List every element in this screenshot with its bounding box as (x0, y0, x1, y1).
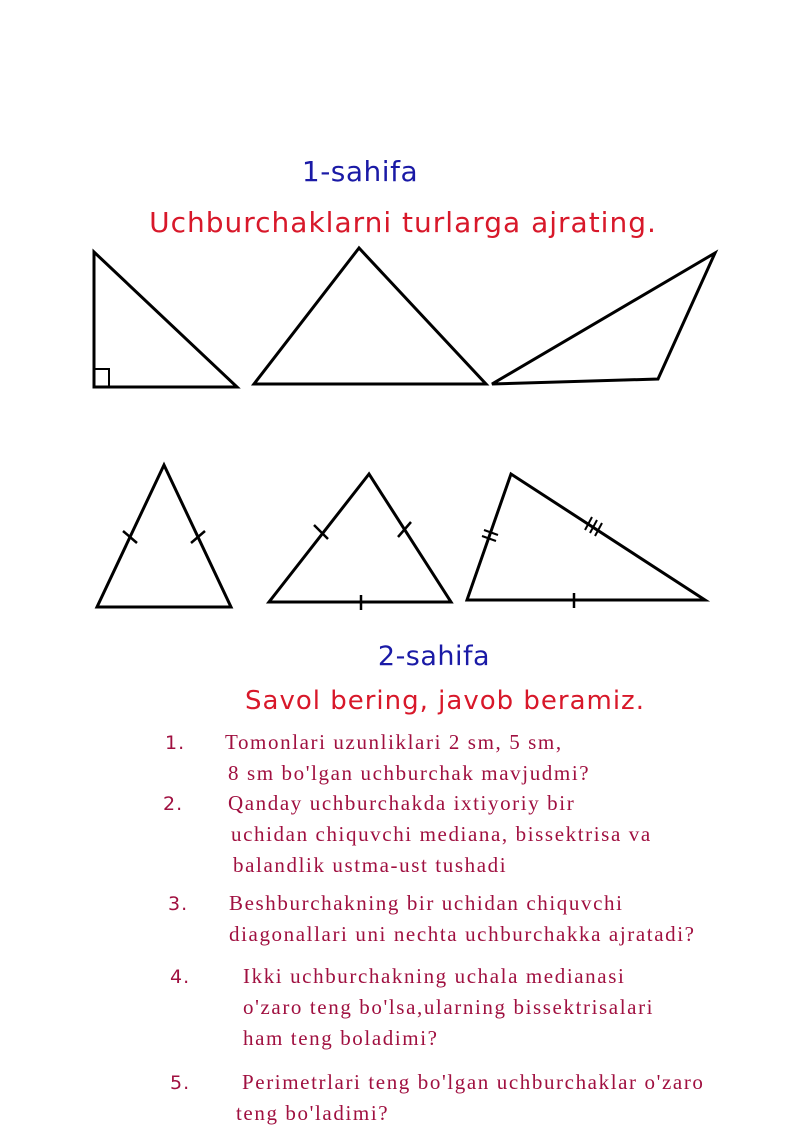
question-1-line-1: Tomonlari uzunliklari 2 sm, 5 sm, (225, 730, 563, 754)
tick-mark (123, 531, 137, 543)
page-1-title: 1-sahifa (301, 155, 419, 188)
page-2-heading: Savol bering, javob beramiz. (245, 686, 645, 716)
acute-triangle (254, 248, 486, 384)
question-3-line-1: Beshburchakning bir uchidan chiquvchi (229, 891, 624, 915)
right-angle-marker (94, 369, 109, 387)
question-3-line-2: diagonallari uni nechta uchburchakka ajratadi? (229, 922, 696, 946)
equilateral-triangle (269, 474, 451, 610)
question-2-line-2: uchidan chiquvchi mediana, bissektrisa va (231, 822, 652, 846)
question-5-number: 5. (170, 1072, 191, 1094)
question-1-line-2: 8 sm bo'lgan uchburchak mavjudmi? (228, 761, 591, 785)
right-triangle (94, 252, 237, 387)
question-5-line-1: Perimetrlari teng bo'lgan uchburchaklar o'zaro (242, 1070, 705, 1094)
tick-mark (191, 531, 205, 543)
page-2-title: 2-sahifa (377, 641, 491, 672)
question-2-line-3: balandlik ustma-ust tushadi (233, 853, 508, 877)
page-1-heading: Uchburchaklarni turlarga ajrating. (149, 206, 657, 239)
question-4-number: 4. (170, 966, 191, 988)
scalene-triangle (467, 474, 705, 608)
obtuse-triangle (492, 253, 715, 384)
question-4-line-2: o'zaro teng bo'lsa,ularning bissektrisalari (243, 995, 655, 1019)
question-1-number: 1. (165, 732, 186, 754)
question-2-number: 2. (163, 793, 184, 815)
question-3-number: 3. (168, 893, 189, 915)
question-4-line-1: Ikki uchburchakning uchala medianasi (243, 964, 626, 988)
question-4-line-3: ham teng boladimi? (243, 1026, 439, 1050)
question-2-line-1: Qanday uchburchakda ixtiyoriy bir (228, 791, 576, 815)
isosceles-triangle (97, 465, 231, 607)
question-5-line-2: teng bo'ladimi? (236, 1101, 390, 1125)
